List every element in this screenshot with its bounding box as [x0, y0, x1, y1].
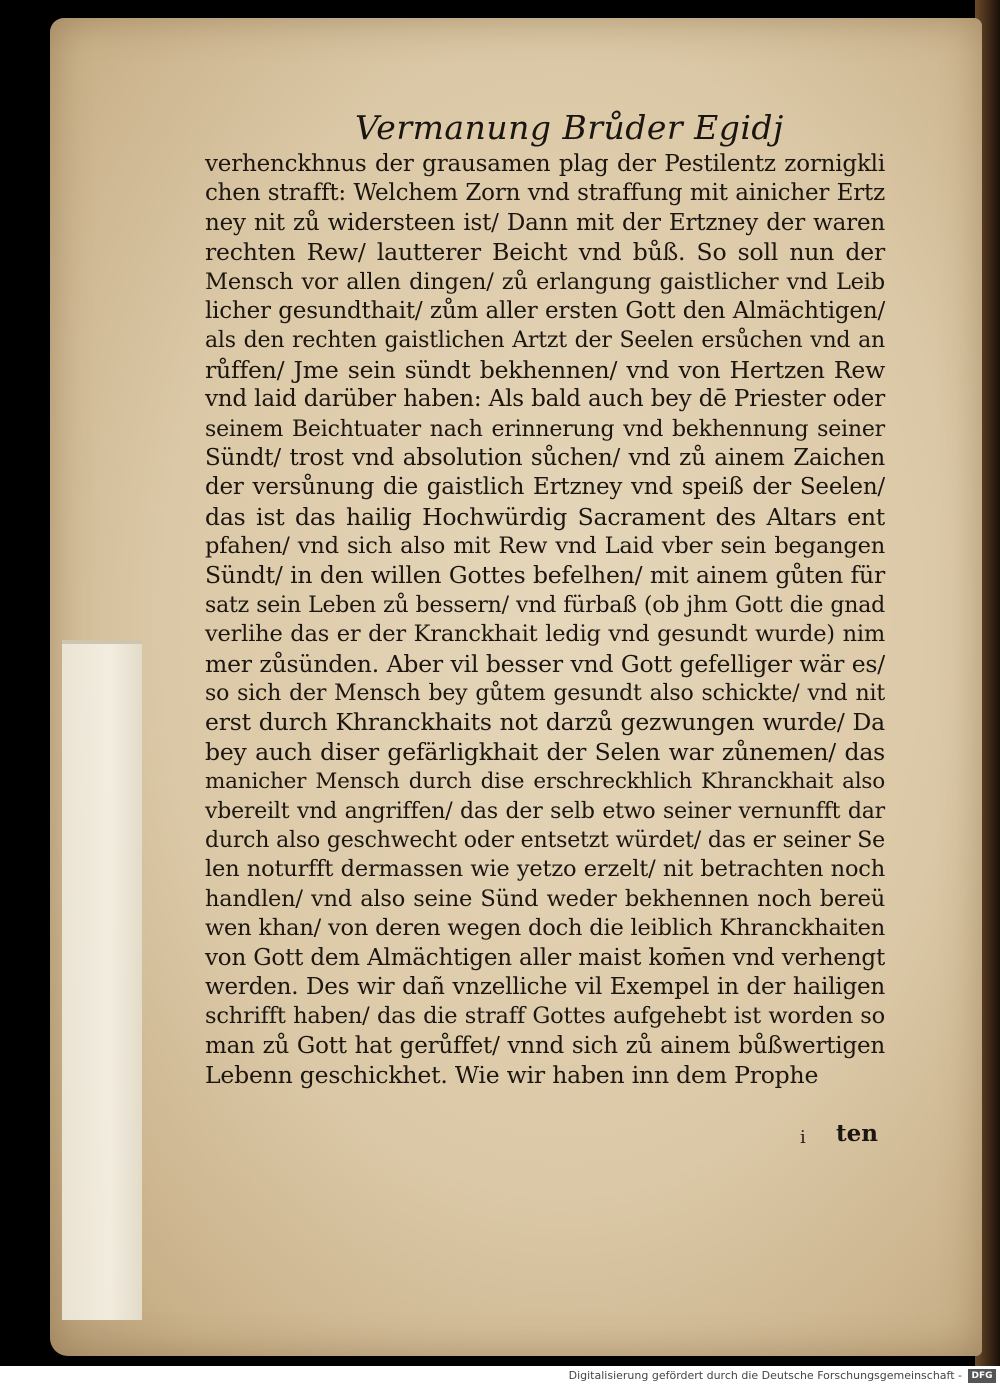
catchword: ten [836, 1120, 878, 1147]
text-line: bey auch diser gefärligkhait der Selen war zůnemen/ das [205, 737, 885, 766]
text-line: ney nit zů widersteen ist/ Dann mit der Ertzney der waren [205, 209, 885, 236]
text-line: Sündt/ in den willen Gottes befelhen/ mit ainem gůten für [205, 561, 885, 590]
footer-bar [0, 1366, 1000, 1387]
text-line: handlen/ vnd also seine Sünd weder bekhennen noch bereü [205, 885, 885, 912]
text-line: Sündt/ trost vnd absolution sůchen/ vnd zů ainem Zaichen [205, 444, 885, 471]
text-line: wen khan/ von deren wegen doch die leiblich Khranckhaiten [205, 915, 886, 942]
text-line: satz sein Leben zů bessern/ vnd fürbaß (ob jhm Gott die gnad [205, 592, 885, 618]
tape-edge [62, 640, 142, 644]
text-line: Mensch vor allen dingen/ zů erlangung gaistlicher vnd Leib [205, 268, 885, 295]
text-line: vnd laid darüber haben: Als bald auch bey dē Priester oder [205, 386, 885, 413]
text-line: vbereilt vnd angriffen/ das der selb etwo seiner vernunfft dar [205, 798, 885, 824]
text-line: manicher Mensch durch dise erschreckhlich Khranckhait also [205, 769, 885, 795]
text-line: erst durch Khranckhaits not darzů gezwungen wurde/ Da [205, 708, 885, 737]
dfg-logo: DFG [968, 1369, 996, 1383]
text-line: verhenckhnus der grausamen plag der Pestilentz zornigkli [205, 151, 885, 177]
signature-mark: i [800, 1127, 806, 1148]
text-line: rechten Rew/ lautterer Beicht vnd bůß. So soll nun der [205, 238, 885, 267]
tape-repair [62, 640, 142, 1320]
text-line: so sich der Mensch bey gůtem gesundt also schickte/ vnd nit [205, 681, 885, 707]
text-line: licher gesundthait/ zům aller ersten Gott den Almächtigen/ [205, 297, 885, 324]
text-line: werden. Des wir dañ vnzelliche vil Exempel in der hailigen [205, 973, 885, 1000]
text-line: der versůnung die gaistlich Ertzney vnd speiß der Seelen/ [205, 474, 885, 501]
body-text [205, 150, 885, 1091]
text-line: von Gott dem Almächtigen aller maist kom̄en vnd verhengt [205, 944, 885, 971]
text-line: len noturfft dermassen wie yetzo erzelt/ nit betrachten noch [205, 856, 885, 883]
text-line: das ist das hailig Hochwürdig Sacrament des Altars ent [205, 502, 885, 531]
text-line: růffen/ Jme sein sündt bekhennen/ vnd von Hertzen Rew [205, 355, 885, 384]
text-line: seinem Beichtuater nach erinnerung vnd bekhennung seiner [205, 416, 885, 442]
text-line: mer zůsünden. Aber vil besser vnd Gott gefelliger wär es/ [205, 649, 885, 678]
text-line: schrifft haben/ das die straff Gottes aufgehebt ist worden so [205, 1003, 885, 1030]
text-line: Lebenn geschickhet. Wie wir haben inn dem Prophe [205, 1061, 819, 1090]
text-line: chen strafft: Welchem Zorn vnd straffung mit ainicher Ertz [205, 180, 885, 207]
running-header: Vermanung Brůder Egidj [355, 108, 784, 147]
text-line: durch also geschwecht oder entsetzt würdet/ das er seiner Se [205, 827, 885, 853]
text-line: man zů Gott hat gerůffet/ vnnd sich zů ainem bůßwertigen [205, 1032, 885, 1059]
funding-note: Digitalisierung gefördert durch die Deutsche Forschungsgemeinschaft - [568, 1369, 962, 1382]
text-line: pfahen/ vnd sich also mit Rew vnd Laid vber sein begangen [205, 533, 885, 560]
text-line: als den rechten gaistlichen Artzt der Seelen ersůchen vnd an [205, 328, 885, 354]
text-line: verlihe das er der Kranckhait ledig vnd gesundt wurde) nim [205, 621, 885, 648]
